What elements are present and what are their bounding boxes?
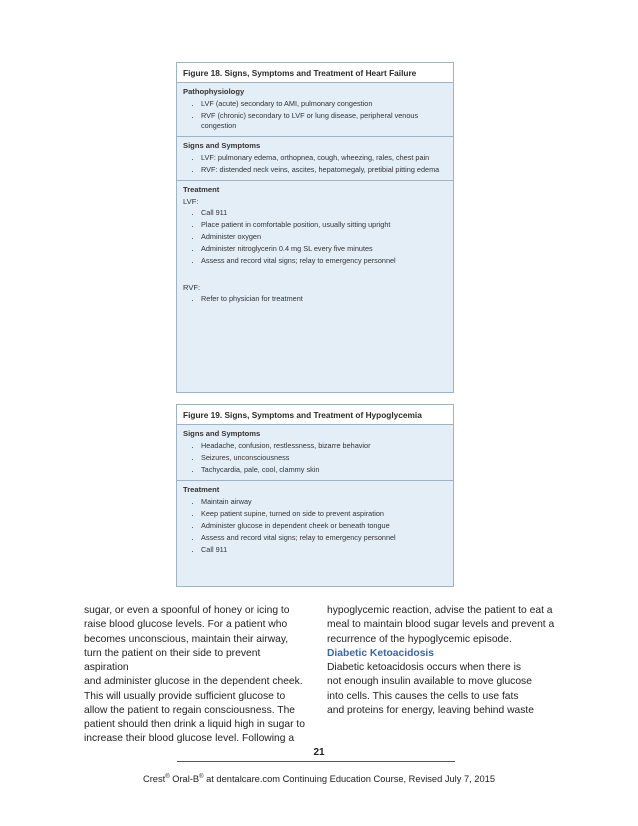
right-column [327,604,567,718]
treatment-section [177,181,453,309]
hypoglycemia-treatment-section [177,481,453,560]
signs-list [183,153,447,175]
registered-mark: ® [199,774,204,780]
footer-course-info: at dentalcare.com Continuing Education Course, Revised July 7, 2015 [203,774,495,785]
body-line: allow the patient to regain consciousness. The [84,704,296,716]
figure-19-box [176,404,454,587]
list-item: • Seizures, unconsciousness [201,453,447,463]
lvf-treatment-list [183,208,447,266]
left-column [84,604,306,747]
pathophysiology-section [177,83,453,137]
section-heading: Diabetic Ketoacidosis [327,647,435,659]
body-line: recurrence of the hypoglycemic episode. [327,633,512,645]
body-line: This will usually provide sufficient glucose to [84,690,286,702]
list-item: • Assess and record vital signs; relay to emergency personnel [201,256,447,266]
list-item: • LVF: pulmonary edema, orthopnea, cough, wheezing, rales, chest pain [201,153,447,163]
body-line: not enough insulin available to move glucose [327,676,532,688]
body-line: Diabetic ketoacidosis occurs when there is [327,662,522,673]
body-line: patient should then drink a liquid high in sugar to [84,719,305,730]
body-line: increase their blood glucose level. Following a [84,733,295,745]
list-item: • Refer to physician for treatment [201,294,447,304]
figure-18-box [176,62,454,393]
list-item: • Keep patient supine, turned on side to prevent aspiration [201,509,447,519]
pathophysiology-heading: Pathophysiology [183,87,245,96]
footer-text [0,774,638,784]
figure-19-title: Figure 19. Signs, Symptoms and Treatment of Hypoglycemia [177,405,453,425]
footer-brand: Oral-B [169,774,200,785]
list-item: • LVF (acute) secondary to AMI, pulmonary congestion [201,99,447,109]
list-item: • RVF: distended neck veins, ascites, hepatomegaly, pretibial pitting edema [201,165,447,175]
body-line: and administer glucose in the dependent cheek. [84,676,303,688]
list-item: • Tachycardia, pale, cool, clammy skin [201,465,447,475]
list-item: • Place patient in comfortable position, usually sitting upright [201,220,447,230]
body-line: becomes unconscious, maintain their airway, [84,633,289,645]
list-item: • Administer nitroglycerin 0.4 mg SL every five minutes [201,244,447,254]
body-line: into cells. This causes the cells to use fats [327,690,519,702]
body-line: meal to maintain blood sugar levels and prevent a [327,619,555,631]
body-line: hypoglycemic reaction, advise the patient to eat a [327,605,553,616]
treatment-heading: Treatment [183,185,220,194]
list-item: • Administer oxygen [201,232,447,242]
rvf-treatment-list [183,294,447,304]
list-item: • Call 911 [201,208,447,218]
hypoglycemia-signs-list [183,441,447,475]
list-item: • Administer glucose in dependent cheek or beneath tongue [201,521,447,531]
footer-brand: Crest [143,774,166,785]
list-item: • Assess and record vital signs; relay to emergency personnel [201,533,447,543]
signs-heading: Signs and Symptoms [183,141,261,150]
rvf-label: RVF: [183,283,201,292]
pathophysiology-list [183,99,447,131]
hypoglycemia-treatment-heading: Treatment [183,485,220,494]
footer-divider [177,761,455,762]
list-item: • Maintain airway [201,497,447,507]
hypoglycemia-signs-heading: Signs and Symptoms [183,429,261,438]
list-item: • RVF (chronic) secondary to LVF or lung disease, peripheral venous congestion [201,111,447,131]
lvf-label: LVF: [183,197,199,206]
body-line: turn the patient on their side to prevent aspiration [84,647,261,673]
figure-18-title: Figure 18. Signs, Symptoms and Treatment of Heart Failure [177,63,453,83]
body-line: raise blood glucose levels. For a patient who [84,619,288,631]
body-line: and proteins for energy, leaving behind waste [327,704,535,716]
registered-mark: ® [165,774,170,780]
hypoglycemia-treatment-list [183,497,447,555]
list-item: • Call 911 [201,545,447,555]
hypoglycemia-signs-section [177,425,453,481]
signs-section [177,137,453,181]
body-line: sugar, or even a spoonful of honey or icing to [84,605,290,616]
page-number: 21 [313,747,325,758]
list-item: • Headache, confusion, restlessness, bizarre behavior [201,441,447,451]
